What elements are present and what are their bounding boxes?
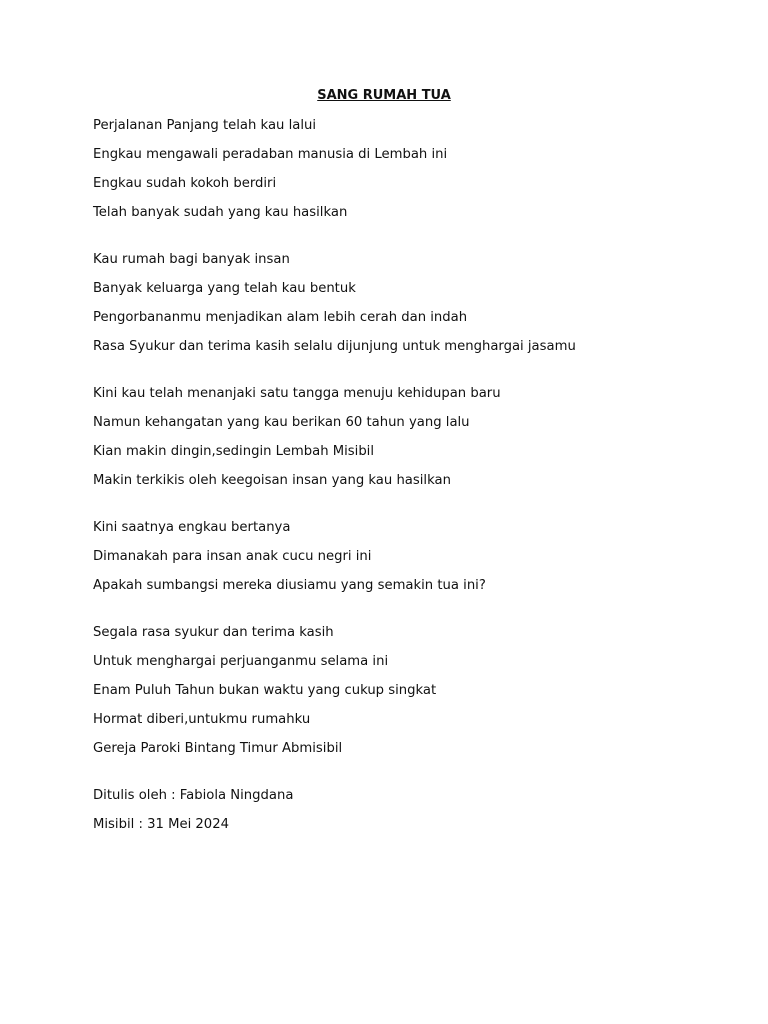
poem-line: Engkau sudah kokoh berdiri (93, 176, 277, 191)
poem-line: Pengorbananmu menjadikan alam lebih cerah dan indah (93, 310, 468, 325)
stanza-5 (93, 624, 713, 758)
poem-line: Telah banyak sudah yang kau hasilkan (93, 205, 348, 220)
poem-line: Rasa Syukur dan terima kasih selalu dijunjung untuk menghargai jasamu (93, 339, 576, 354)
poem-line: Dimanakah para insan anak cucu negri ini (93, 549, 372, 564)
poem-line: Kau rumah bagi banyak insan (93, 252, 290, 267)
author-block (93, 787, 713, 834)
poem-line: Makin terkikis oleh keegoisan insan yang kau hasilkan (93, 473, 451, 488)
poem-line: Apakah sumbangsi mereka diusiamu yang semakin tua ini? (93, 578, 486, 593)
poem-line: Banyak keluarga yang telah kau bentuk (93, 281, 356, 296)
poem-line: Segala rasa syukur dan terima kasih (93, 625, 334, 640)
poem-body (93, 117, 713, 863)
stanza-1 (93, 117, 713, 222)
stanza-3 (93, 385, 713, 490)
poem-line: Gereja Paroki Bintang Timur Abmisibil (93, 741, 343, 756)
poem-line: Untuk menghargai perjuanganmu selama ini (93, 654, 389, 669)
poem-title: SANG RUMAH TUA (317, 88, 451, 103)
poem-line: Hormat diberi,untukmu rumahku (93, 712, 311, 727)
poem-line: Kini kau telah menanjaki satu tangga menuju kehidupan baru (93, 386, 501, 401)
author-line: Ditulis oleh : Fabiola Ningdana (93, 788, 294, 803)
stanza-2 (93, 251, 713, 356)
poem-line: Perjalanan Panjang telah kau lalui (93, 118, 317, 133)
poem-line: Namun kehangatan yang kau berikan 60 tahun yang lalu (93, 415, 470, 430)
poem-line: Enam Puluh Tahun bukan waktu yang cukup singkat (93, 683, 437, 698)
stanza-4 (93, 519, 713, 595)
poem-line: Engkau mengawali peradaban manusia di Lembah ini (93, 147, 448, 162)
poem-line: Kini saatnya engkau bertanya (93, 520, 291, 535)
date-line: Misibil : 31 Mei 2024 (93, 817, 229, 832)
poem-line: Kian makin dingin,sedingin Lembah Misibil (93, 444, 375, 459)
